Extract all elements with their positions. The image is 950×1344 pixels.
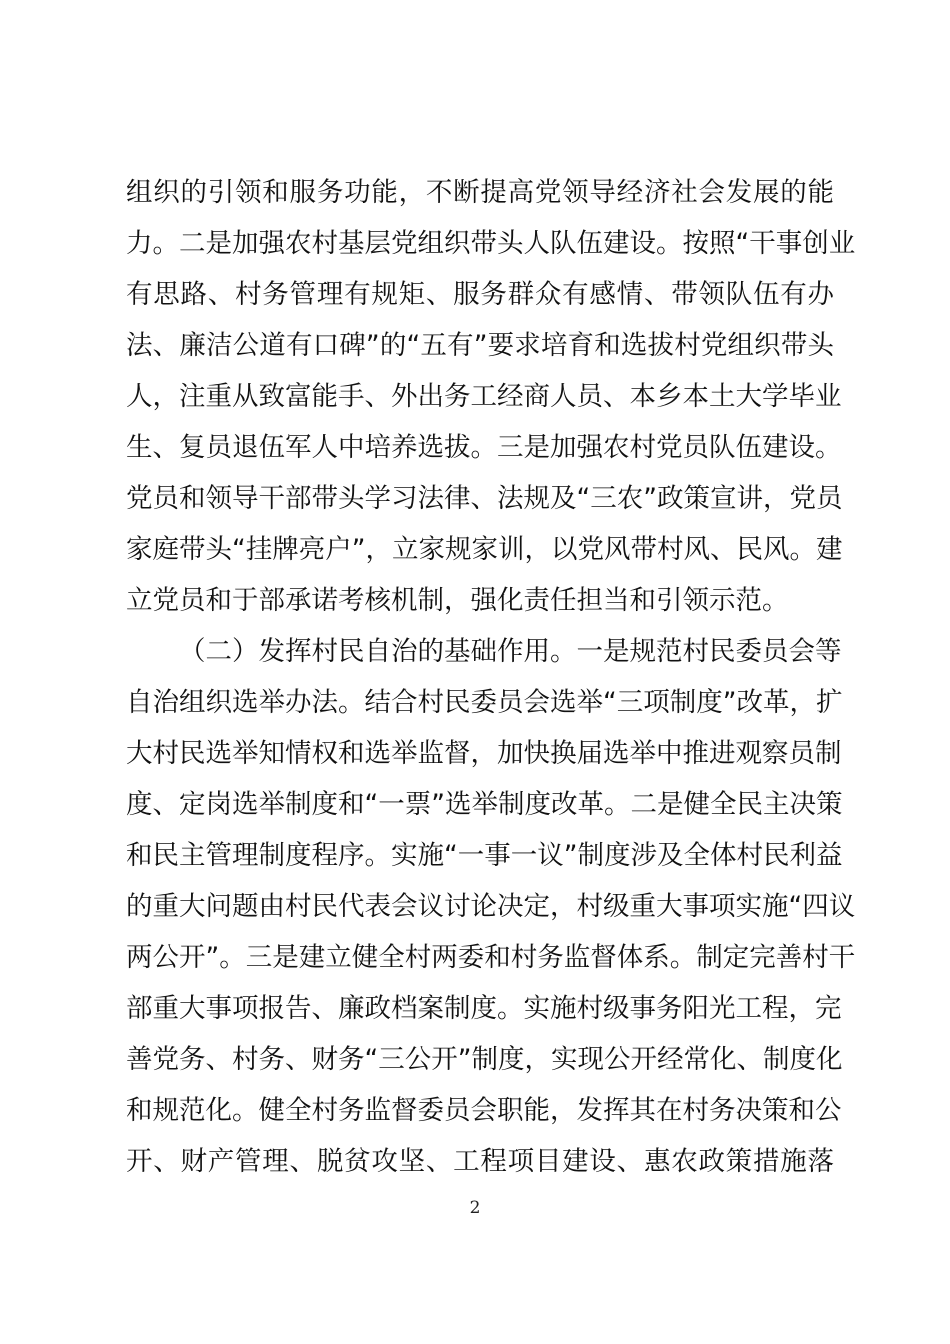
paragraph-2 bbox=[126, 626, 856, 1187]
text-line: 法、廉洁公道有口碑”的“五有”要求培育和选拔村党组织带头 bbox=[126, 330, 834, 361]
text-line: 和规范化。健全村务监督委员会职能，发挥其在村务决策和公 bbox=[126, 1095, 842, 1126]
paragraph-1 bbox=[126, 167, 856, 626]
text-line: 两公开”。三是建立健全村两委和村务监督体系。制定完善村干 bbox=[126, 942, 856, 973]
text-line: 力。二是加强农村基层党组织带头人队伍建设。按照“干事创业 bbox=[126, 228, 856, 259]
text-line: 善党务、村务、财务“三公开”制度，实现公开经常化、制度化 bbox=[126, 1044, 843, 1075]
text-line: （二）发挥村民自治的基础作用。一是规范村民委员会等 bbox=[179, 636, 842, 667]
text-line: 人，注重从致富能手、外出务工经商人员、本乡本土大学毕业 bbox=[126, 381, 842, 412]
body-text bbox=[126, 167, 856, 1187]
text-line: 大村民选举知情权和选举监督，加快换届选举中推进观察员制 bbox=[126, 738, 842, 769]
text-line: 和民主管理制度程序。实施“一事一议”制度涉及全体村民利益 bbox=[126, 840, 843, 871]
page-number: 2 bbox=[469, 1198, 481, 1218]
text-line: 立党员和于部承诺考核机制，强化责任担当和引领示范。 bbox=[126, 585, 789, 616]
text-line: 党员和领导干部带头学习法律、法规及“三农”政策宣讲，党员 bbox=[126, 483, 843, 514]
text-line: 部重大事项报告、廉政档案制度。实施村级事务阳光工程，完 bbox=[126, 993, 842, 1024]
text-line: 有思路、村务管理有规矩、服务群众有感情、带领队伍有办 bbox=[126, 279, 834, 310]
text-line: 的重大问题由村民代表会议讨论决定，村级重大事项实施“四议 bbox=[126, 891, 856, 922]
text-line: 开、财产管理、脱贫攻坚、工程项目建设、惠农政策措施落 bbox=[126, 1146, 834, 1177]
text-line: 生、复员退伍军人中培养选拔。三是加强农村党员队伍建设。 bbox=[126, 432, 842, 463]
text-line: 家庭带头“挂牌亮户”，立家规家训，以党风带村风、民风。建 bbox=[126, 534, 843, 565]
text-line: 自治组织选举办法。结合村民委员会选举“三项制度”改革，扩 bbox=[126, 687, 843, 718]
text-line: 度、定岗选举制度和“一票”选举制度改革。二是健全民主决策 bbox=[126, 789, 843, 820]
text-line: 组织的引领和服务功能，不断提高党领导经济社会发展的能 bbox=[126, 177, 834, 208]
